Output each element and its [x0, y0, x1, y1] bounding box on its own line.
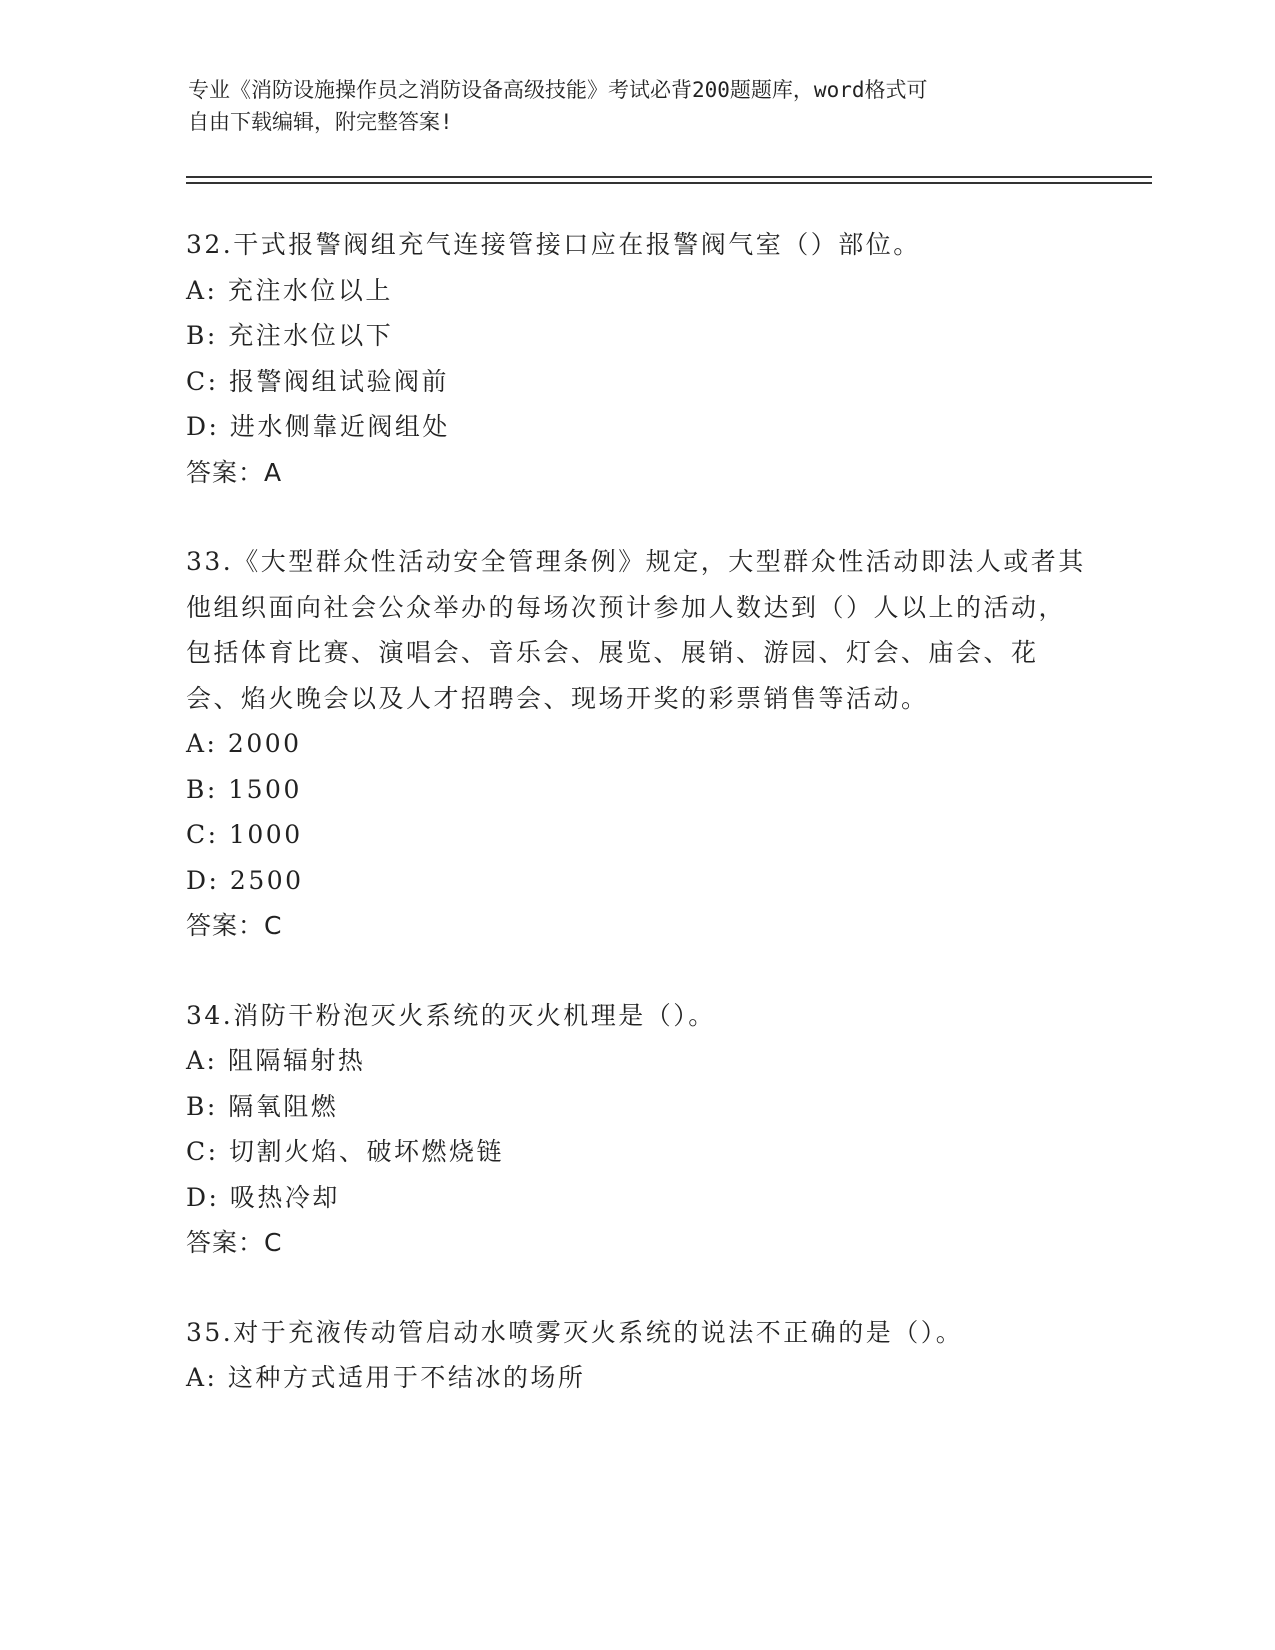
- answer: 答案：C: [186, 1228, 283, 1257]
- question-35: [186, 1310, 1086, 1401]
- option-c: C: 切割火焰、破坏燃烧链: [186, 1137, 504, 1166]
- question-stem: 34.消防干粉泡灭火系统的灭火机理是（）。: [186, 1000, 716, 1030]
- answer: 答案：A: [186, 457, 283, 487]
- option-c: C: 1000: [186, 820, 303, 849]
- question-stem: 32.干式报警阀组充气连接管接口应在报警阀气室（）部位。: [186, 230, 921, 259]
- document-header: [188, 74, 1068, 138]
- option-a: A: 2000: [186, 729, 302, 758]
- answer: 答案：C: [186, 911, 283, 940]
- header-rule-top: [186, 176, 1152, 178]
- option-d: D: 2500: [186, 865, 304, 895]
- header-line-2: 自由下载编辑，附完整答案!: [188, 110, 453, 134]
- option-c: C: 报警阀组试验阀前: [186, 366, 449, 396]
- option-a: A: 充注水位以上: [186, 275, 393, 305]
- option-b: B: 隔氧阻燃: [186, 1091, 339, 1121]
- header-rule-bottom: [186, 182, 1152, 184]
- question-stem: 35.对于充液传动管启动水喷雾灭火系统的说法不正确的是（）。: [186, 1317, 964, 1347]
- option-d: D: 吸热冷却: [186, 1182, 340, 1212]
- question-33: [186, 539, 1086, 949]
- question-list: [186, 222, 1086, 1445]
- option-d: D: 进水侧靠近阀组处: [186, 412, 450, 441]
- option-a: A: 阻隔辐射热: [186, 1046, 366, 1075]
- question-32: [186, 222, 1086, 495]
- question-34: [186, 993, 1086, 1266]
- question-stem: 33.《大型群众性活动安全管理条例》规定，大型群众性活动即法人或者其他组织面向社会公众举办的每场次预计参加人数达到（）人以上的活动，包括体育比赛、演唱会、音乐会、展览、展销、游园、灯会、庙会、花会、焰火晚会以及人才招聘会、现场开奖的彩票销售等活动。: [186, 547, 1086, 713]
- option-b: B: 1500: [186, 774, 302, 804]
- option-b: B: 充注水位以下: [186, 321, 394, 350]
- option-a: A: 这种方式适用于不结冰的场所: [186, 1363, 586, 1392]
- header-line-1: 专业《消防设施操作员之消防设备高级技能》考试必背200题题库，word格式可: [188, 78, 928, 102]
